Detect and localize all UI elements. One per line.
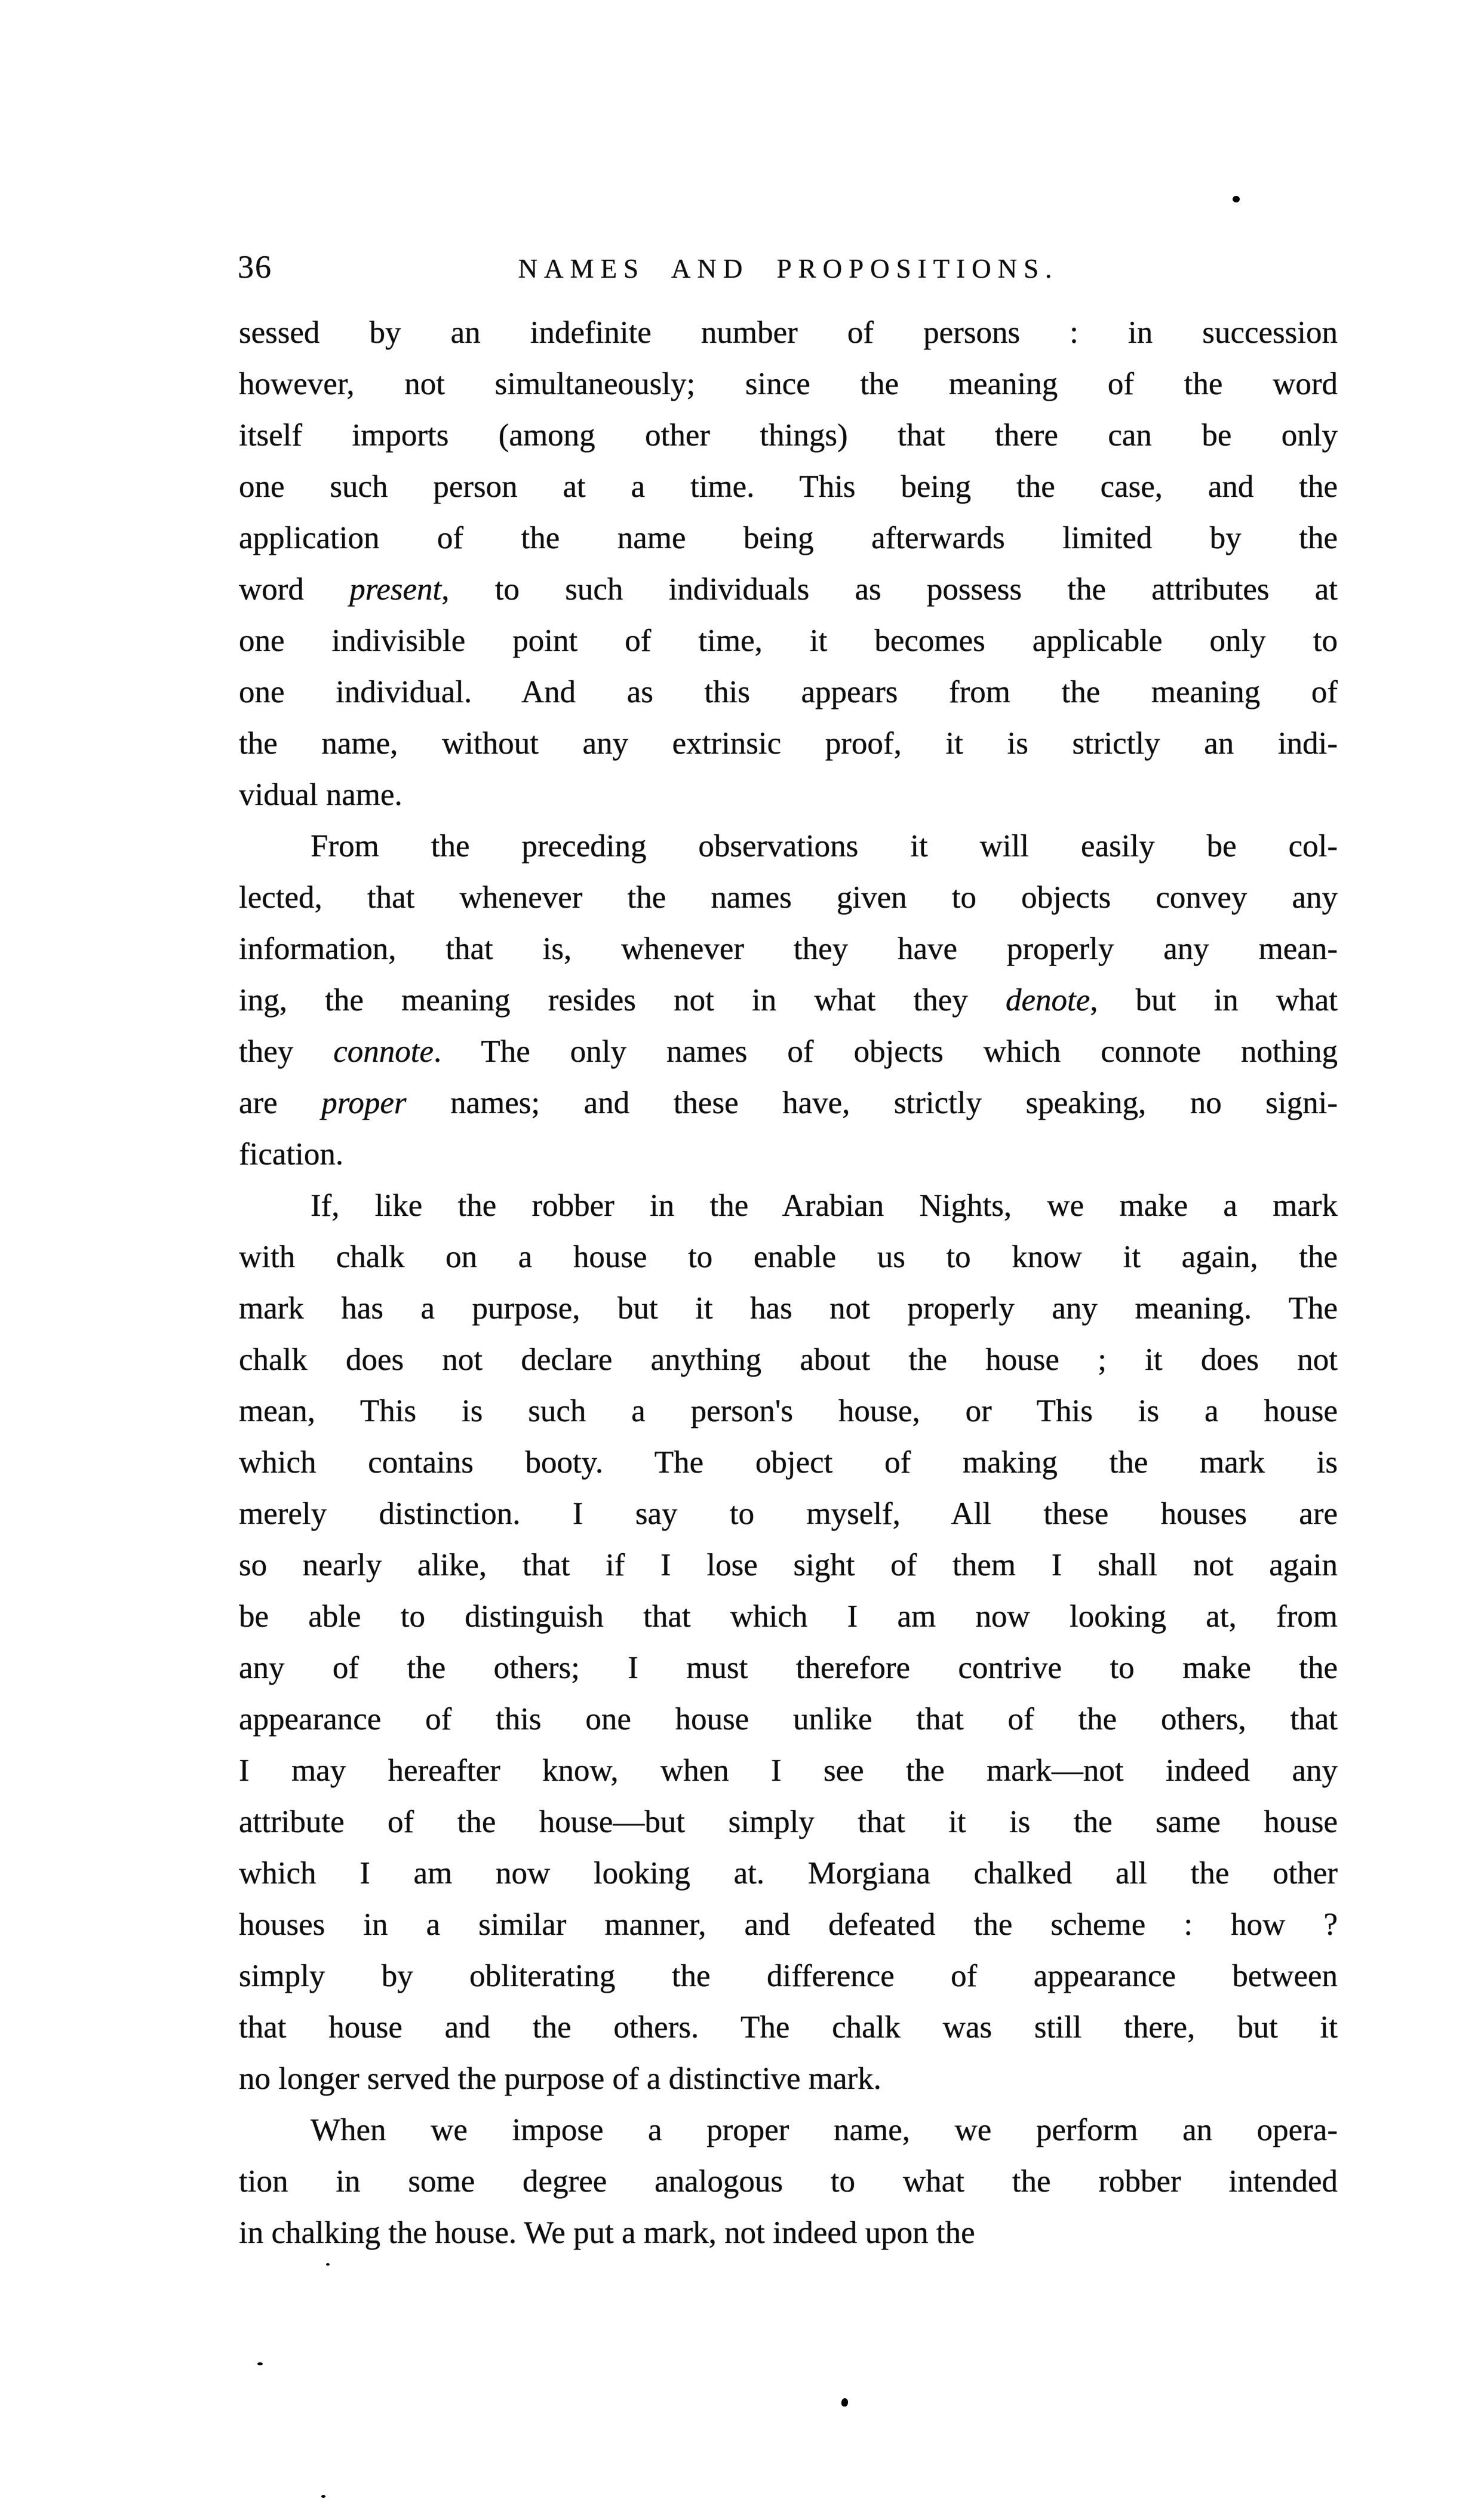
- text-line: one indivisible point of time, it becomes applicable only to: [239, 623, 1338, 658]
- text-line: application of the name being afterwards limited by the: [239, 521, 1338, 555]
- text-line: however, not simultaneously; since the meaning of the word: [239, 367, 1338, 401]
- text-line: lected, that whenever the names given to objects convey any: [239, 880, 1338, 915]
- text-line: they connote. The only names of objects which connote nothing: [239, 1034, 1338, 1069]
- paragraph: [239, 820, 1338, 1180]
- text-line: one such person at a time. This being the case, and the: [239, 469, 1338, 504]
- ink-speck: [1233, 196, 1240, 202]
- text-line: which I am now looking at. Morgiana chalked all the other: [239, 1856, 1338, 1891]
- page-body-text: [239, 307, 1338, 2258]
- text-line: one individual. And as this appears from the meaning of: [239, 675, 1338, 709]
- text-line: sessed by an indefinite number of persons : in succession: [239, 315, 1338, 350]
- text-line: word present, to such individuals as possess the attributes at: [239, 572, 1338, 607]
- text-line: with chalk on a house to enable us to know it again, the: [239, 1240, 1338, 1274]
- text-line: are proper names; and these have, strictly speaking, no signi-: [239, 1086, 1338, 1120]
- ink-speck: [326, 2263, 330, 2266]
- text-line: which contains booty. The object of making the mark is: [239, 1445, 1338, 1480]
- text-line: that house and the others. The chalk was still there, but it: [239, 2010, 1338, 2045]
- text-line: appearance of this one house unlike that of the others, that: [239, 1702, 1338, 1737]
- text-line: be able to distinguish that which I am now looking at, from: [239, 1599, 1338, 1634]
- ink-speck: [257, 2362, 263, 2365]
- ink-speck: [321, 2495, 325, 2498]
- text-line: tion in some degree analogous to what the robber intended: [239, 2164, 1338, 2199]
- ink-speck: [841, 2398, 849, 2407]
- text-line: no longer served the purpose of a distinctive mark.: [239, 2061, 881, 2096]
- text-line: information, that is, whenever they have properly any mean-: [239, 932, 1338, 966]
- page-number: 36: [238, 249, 272, 285]
- text-line: I may hereafter know, when I see the mark—not indeed any: [239, 1753, 1338, 1788]
- paragraph: [239, 307, 1338, 820]
- text-line: the name, without any extrinsic proof, it is strictly an indi-: [239, 726, 1338, 761]
- text-line: chalk does not declare anything about the house ; it does not: [239, 1342, 1338, 1377]
- text-line: in chalking the house. We put a mark, not indeed upon the: [239, 2215, 975, 2250]
- text-line: so nearly alike, that if I lose sight of them I shall not again: [239, 1548, 1338, 1582]
- text-line: any of the others; I must therefore contrive to make the: [239, 1651, 1338, 1685]
- text-line: houses in a similar manner, and defeated the scheme : how ?: [239, 1907, 1338, 1942]
- running-header: NAMES AND PROPOSITIONS.: [518, 254, 1059, 284]
- text-line: From the preceding observations it will easily be col-: [311, 829, 1338, 863]
- text-line: fication.: [239, 1137, 344, 1172]
- text-line: ing, the meaning resides not in what they denote, but in what: [239, 983, 1338, 1018]
- text-line: mark has a purpose, but it has not properly any meaning. The: [239, 1291, 1338, 1326]
- text-line: If, like the robber in the Arabian Nights, we make a mark: [311, 1188, 1338, 1223]
- text-line: itself imports (among other things) that there can be only: [239, 418, 1338, 453]
- paragraph: [239, 1180, 1338, 2104]
- text-line: simply by obliterating the difference of appearance between: [239, 1959, 1338, 1993]
- text-line: mean, This is such a person's house, or This is a house: [239, 1394, 1338, 1428]
- text-line: vidual name.: [239, 777, 402, 812]
- text-line: attribute of the house—but simply that it is the same house: [239, 1805, 1338, 1839]
- text-line: When we impose a proper name, we perform an opera-: [311, 2113, 1338, 2147]
- text-line: merely distinction. I say to myself, All these houses are: [239, 1496, 1338, 1531]
- paragraph: [239, 2104, 1338, 2258]
